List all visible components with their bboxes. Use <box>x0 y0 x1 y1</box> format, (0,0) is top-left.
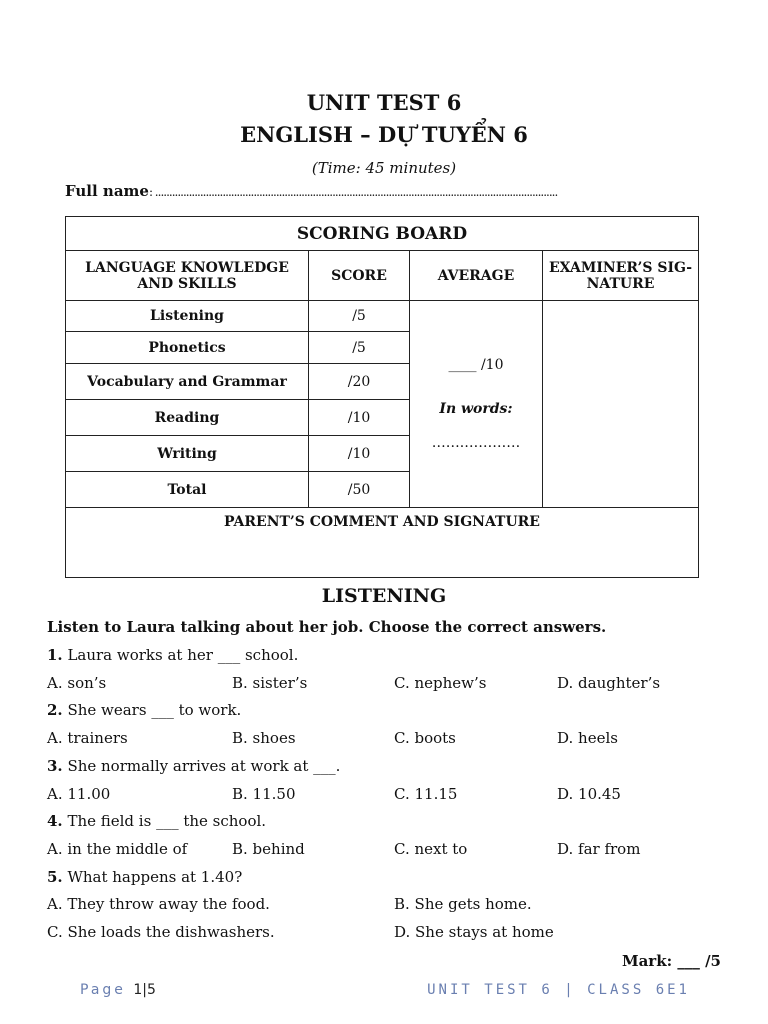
skill-score: /10 <box>309 436 410 472</box>
option-b[interactable]: B. 11.50 <box>232 785 296 803</box>
listening-mark: Mark: ___ /5 <box>621 952 721 970</box>
option-b[interactable]: B. shoes <box>232 729 296 747</box>
option-a[interactable]: A. trainers <box>47 729 128 747</box>
question-1 <box>47 646 298 664</box>
header-average: AVERAGE <box>410 251 543 301</box>
header-signature: EXAMINER’S SIG-NATURE <box>543 251 699 301</box>
option-c[interactable]: C. nephew’s <box>394 674 487 692</box>
page-count: 1|5 <box>133 982 156 998</box>
question-3 <box>47 757 340 775</box>
question-text: She wears ___ to work. <box>62 701 242 719</box>
question-number: 4. <box>47 812 63 830</box>
option-d[interactable]: D. 10.45 <box>557 785 621 803</box>
question-text: She normally arrives at work at ___. <box>62 757 341 775</box>
average-cell <box>410 301 543 508</box>
skill-label: Phonetics <box>66 332 309 364</box>
skill-label: Total <box>66 472 309 508</box>
header-score: SCORE <box>309 251 410 301</box>
skill-score: /50 <box>309 472 410 508</box>
option-b[interactable]: B. She gets home. <box>394 895 532 913</box>
question-number: 3. <box>47 757 63 775</box>
option-d[interactable]: D. She stays at home <box>394 923 554 941</box>
question-number: 1. <box>47 646 63 664</box>
skill-score: /10 <box>309 400 410 436</box>
question-2 <box>47 701 241 719</box>
option-a[interactable]: A. They throw away the food. <box>47 895 270 913</box>
skill-label: Reading <box>66 400 309 436</box>
question-5 <box>47 868 242 886</box>
examiner-signature-cell <box>543 301 699 508</box>
option-d[interactable]: D. daughter’s <box>557 674 661 692</box>
header-skills: LANGUAGE KNOWLEDGE AND SKILLS <box>66 251 309 301</box>
skill-score: /20 <box>309 364 410 400</box>
option-a[interactable]: A. son’s <box>47 674 107 692</box>
question-text: What happens at 1.40? <box>62 868 243 886</box>
option-b[interactable]: B. sister’s <box>232 674 308 692</box>
option-c[interactable]: C. next to <box>394 840 468 858</box>
parent-comment: PARENT’S COMMENT AND SIGNATURE <box>66 508 699 578</box>
option-b[interactable]: B. behind <box>232 840 305 858</box>
option-c[interactable]: C. 11.15 <box>394 785 458 803</box>
page-number <box>80 982 156 998</box>
question-4 <box>47 812 266 830</box>
option-a[interactable]: A. in the middle of <box>47 840 188 858</box>
test-title: UNIT TEST 6 <box>306 90 462 115</box>
skill-score: /5 <box>309 301 410 332</box>
option-c[interactable]: C. boots <box>394 729 456 747</box>
skill-label: Vocabulary and Grammar <box>66 364 309 400</box>
option-d[interactable]: D. far from <box>557 840 641 858</box>
full-name-line: : ............................................................................................................................................... <box>148 185 558 199</box>
skill-score: /5 <box>309 332 410 364</box>
scoring-board-title: SCORING BOARD <box>66 217 699 251</box>
listening-instruction: Listen to Laura talking about her job. Choose the correct answers. <box>47 618 607 636</box>
option-a[interactable]: A. 11.00 <box>47 785 111 803</box>
question-number: 5. <box>47 868 63 886</box>
full-name-field[interactable] <box>65 182 557 200</box>
page-label: Page <box>80 982 134 998</box>
scoring-board <box>65 216 699 578</box>
average-value: ____ /10 <box>448 357 504 373</box>
in-words-dots: …….………… <box>431 435 521 451</box>
question-text: Laura works at her ___ school. <box>62 646 299 664</box>
test-time: (Time: 45 minutes) <box>311 159 457 177</box>
skill-label: Writing <box>66 436 309 472</box>
listening-heading: LISTENING <box>321 585 447 607</box>
option-d[interactable]: D. heels <box>557 729 618 747</box>
footer-class-label: UNIT TEST 6 | CLASS 6E1 <box>427 982 690 998</box>
question-text: The field is ___ the school. <box>62 812 267 830</box>
skill-label: Listening <box>66 301 309 332</box>
option-c[interactable]: C. She loads the dishwashers. <box>47 923 275 941</box>
in-words-label: In words: <box>439 401 513 417</box>
full-name-label: Full name <box>65 182 149 200</box>
question-number: 2. <box>47 701 63 719</box>
test-subject: ENGLISH – DỰ TUYỂN 6 <box>240 122 528 147</box>
